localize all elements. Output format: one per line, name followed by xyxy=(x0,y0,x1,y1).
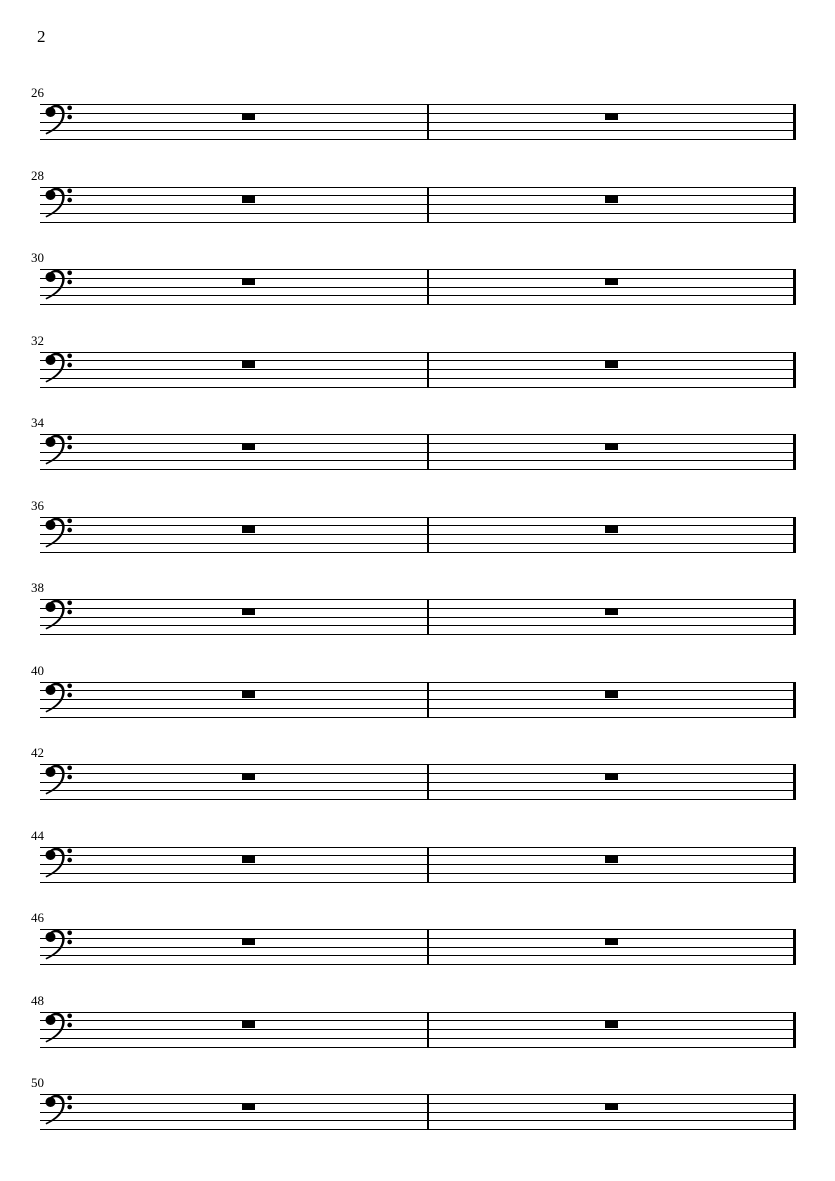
system-end-barline xyxy=(793,352,796,388)
staff-line xyxy=(40,799,796,800)
barline xyxy=(427,187,429,223)
staff-line xyxy=(40,690,796,691)
staff-system xyxy=(0,497,835,558)
system-end-barline xyxy=(793,269,796,305)
staff-line xyxy=(40,122,796,123)
staff-line xyxy=(40,782,796,783)
whole-rest xyxy=(605,361,618,368)
bass-clef-icon xyxy=(43,432,73,467)
staff-line xyxy=(40,964,796,965)
bass-clef-icon xyxy=(43,680,73,715)
staff-line xyxy=(40,790,796,791)
staff xyxy=(40,517,796,553)
staff xyxy=(40,352,796,388)
staff xyxy=(40,269,796,305)
staff-line xyxy=(40,1038,796,1039)
system-end-barline xyxy=(793,1012,796,1048)
staff-line xyxy=(40,222,796,223)
bass-clef-icon xyxy=(43,927,73,962)
staff-line xyxy=(40,295,796,296)
whole-rest xyxy=(242,444,255,451)
staff-line xyxy=(40,764,796,765)
staff-line xyxy=(40,717,796,718)
bass-clef-icon xyxy=(43,350,73,385)
staff-line xyxy=(40,187,796,188)
staff-line xyxy=(40,708,796,709)
measure-number: 26 xyxy=(31,85,44,100)
whole-rest xyxy=(242,1021,255,1028)
staff-line xyxy=(40,104,796,105)
system-end-barline xyxy=(793,104,796,140)
whole-rest xyxy=(605,1021,618,1028)
staff-line xyxy=(40,1129,796,1130)
barline xyxy=(427,269,429,305)
staff-line xyxy=(40,517,796,518)
staff-line xyxy=(40,387,796,388)
staff-line xyxy=(40,269,796,270)
staff-line xyxy=(40,617,796,618)
system-end-barline xyxy=(793,847,796,883)
staff-line xyxy=(40,360,796,361)
staff-line xyxy=(40,1120,796,1121)
staff-system xyxy=(0,332,835,393)
staff-line xyxy=(40,699,796,700)
measure-number: 40 xyxy=(31,662,44,678)
staff-line xyxy=(40,847,796,848)
measure-number: 50 xyxy=(31,1075,44,1090)
staff-system xyxy=(0,87,835,145)
barline xyxy=(427,847,429,883)
staff-line xyxy=(40,1047,796,1048)
staff-line xyxy=(40,443,796,444)
staff-line xyxy=(40,452,796,453)
whole-rest xyxy=(605,691,618,698)
system-end-barline xyxy=(793,599,796,635)
staff-system xyxy=(0,252,835,310)
measure-number: 30 xyxy=(31,250,44,265)
staff-system xyxy=(0,992,835,1053)
staff xyxy=(40,929,796,965)
whole-rest xyxy=(605,939,618,946)
system-end-barline xyxy=(793,682,796,718)
staff-line xyxy=(40,352,796,353)
whole-rest xyxy=(605,114,618,121)
staff-line xyxy=(40,113,796,114)
whole-rest xyxy=(242,196,255,203)
system-end-barline xyxy=(793,517,796,553)
staff xyxy=(40,599,796,635)
staff-system xyxy=(0,662,835,723)
staff-line xyxy=(40,434,796,435)
staff-system xyxy=(0,827,835,888)
staff-system xyxy=(0,1077,835,1135)
barline xyxy=(427,352,429,388)
staff-line xyxy=(40,682,796,683)
staff-line xyxy=(40,855,796,856)
bass-clef-icon xyxy=(43,1010,73,1045)
staff-line xyxy=(40,460,796,461)
measure-number: 34 xyxy=(31,415,44,430)
staff-line xyxy=(40,608,796,609)
staff-line xyxy=(40,1112,796,1113)
system-end-barline xyxy=(793,929,796,965)
staff-system xyxy=(0,747,835,805)
staff-line xyxy=(40,947,796,948)
barline xyxy=(427,104,429,140)
whole-rest xyxy=(242,939,255,946)
staff-system xyxy=(0,167,835,228)
whole-rest xyxy=(605,444,618,451)
whole-rest xyxy=(605,279,618,286)
whole-rest xyxy=(605,196,618,203)
staff xyxy=(40,847,796,883)
staff-line xyxy=(40,278,796,279)
barline xyxy=(427,682,429,718)
staff-line xyxy=(40,1094,796,1095)
staff-line xyxy=(40,955,796,956)
whole-rest xyxy=(242,279,255,286)
whole-rest xyxy=(605,609,618,616)
staff-line xyxy=(40,369,796,370)
staff xyxy=(40,682,796,718)
bass-clef-icon xyxy=(43,597,73,632)
staff-line xyxy=(40,599,796,600)
whole-rest xyxy=(242,1104,255,1111)
system-end-barline xyxy=(793,434,796,470)
staff-line xyxy=(40,1029,796,1030)
staff-line xyxy=(40,938,796,939)
whole-rest xyxy=(605,1104,618,1111)
system-end-barline xyxy=(793,764,796,800)
staff-line xyxy=(40,625,796,626)
barline xyxy=(427,517,429,553)
staff-line xyxy=(40,469,796,470)
whole-rest xyxy=(242,609,255,616)
staff-line xyxy=(40,634,796,635)
barline xyxy=(427,929,429,965)
measure-number: 28 xyxy=(31,167,44,183)
staff-line xyxy=(40,534,796,535)
staff xyxy=(40,1012,796,1048)
staff-line xyxy=(40,213,796,214)
bass-clef-icon xyxy=(43,845,73,880)
staff-system xyxy=(0,417,835,475)
system-end-barline xyxy=(793,1094,796,1130)
whole-rest xyxy=(242,114,255,121)
staff xyxy=(40,104,796,140)
staff-line xyxy=(40,1020,796,1021)
system-end-barline xyxy=(793,187,796,223)
measure-number: 48 xyxy=(31,992,44,1008)
staff-line xyxy=(40,552,796,553)
staff-line xyxy=(40,287,796,288)
whole-rest xyxy=(242,526,255,533)
staff-line xyxy=(40,304,796,305)
staff-line xyxy=(40,130,796,131)
barline xyxy=(427,1094,429,1130)
bass-clef-icon xyxy=(43,102,73,137)
bass-clef-icon xyxy=(43,515,73,550)
bass-clef-icon xyxy=(43,1092,73,1127)
staff-line xyxy=(40,873,796,874)
whole-rest xyxy=(605,526,618,533)
staff-line xyxy=(40,1103,796,1104)
bass-clef-icon xyxy=(43,762,73,797)
barline xyxy=(427,764,429,800)
staff-line xyxy=(40,378,796,379)
staff-line xyxy=(40,139,796,140)
staff-line xyxy=(40,1012,796,1013)
measure-number: 32 xyxy=(31,332,44,348)
measure-number: 38 xyxy=(31,580,44,595)
staff-line xyxy=(40,864,796,865)
measure-number: 42 xyxy=(31,745,44,760)
whole-rest xyxy=(242,856,255,863)
staff-line xyxy=(40,543,796,544)
whole-rest xyxy=(605,856,618,863)
staff-line xyxy=(40,929,796,930)
staff xyxy=(40,764,796,800)
whole-rest xyxy=(605,774,618,781)
measure-number: 44 xyxy=(31,827,44,843)
measure-number: 46 xyxy=(31,910,44,925)
whole-rest xyxy=(242,361,255,368)
staff-line xyxy=(40,195,796,196)
staff-line xyxy=(40,773,796,774)
staff-system xyxy=(0,582,835,640)
barline xyxy=(427,1012,429,1048)
staff-system xyxy=(0,912,835,970)
staff xyxy=(40,434,796,470)
staff-line xyxy=(40,882,796,883)
measure-number: 36 xyxy=(31,497,44,513)
barline xyxy=(427,599,429,635)
staff-line xyxy=(40,204,796,205)
staff xyxy=(40,187,796,223)
staff-line xyxy=(40,525,796,526)
bass-clef-icon xyxy=(43,267,73,302)
staff xyxy=(40,1094,796,1130)
barline xyxy=(427,434,429,470)
whole-rest xyxy=(242,774,255,781)
page-number: 2 xyxy=(37,27,46,46)
whole-rest xyxy=(242,691,255,698)
bass-clef-icon xyxy=(43,185,73,220)
